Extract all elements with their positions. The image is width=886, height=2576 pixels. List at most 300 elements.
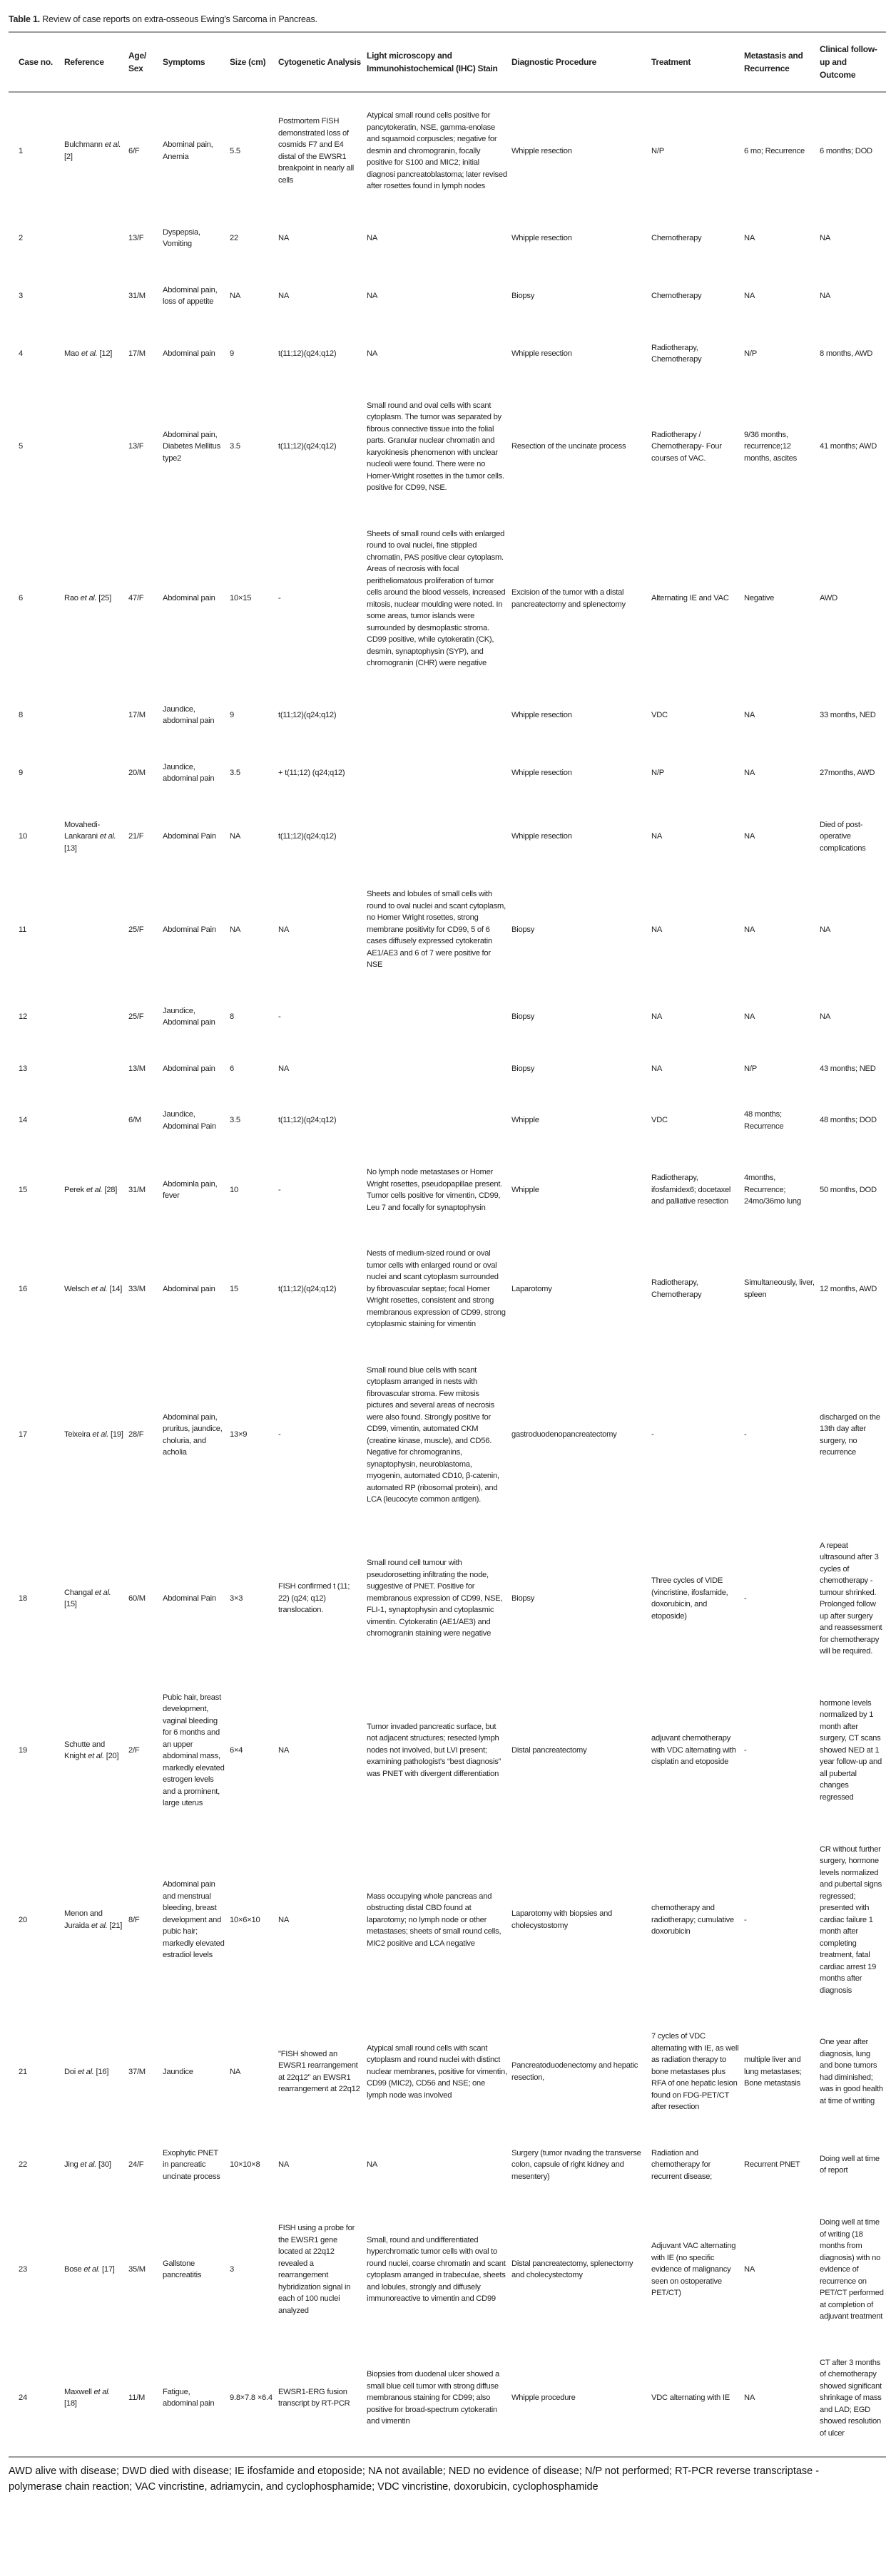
cell-age-sex: 28/F <box>128 1430 144 1440</box>
cell-size: NA <box>230 2067 241 2076</box>
cell-treatment: Radiotherapy / Chemotherapy- Four courses of VAC. <box>651 430 722 463</box>
cell-cytogenetic: FISH confirmed t (11; 22) (q24; q12) translocation. <box>278 1582 350 1615</box>
cell-symptoms: Jaundice, Abdominal pain <box>163 1006 215 1027</box>
table-row <box>9 325 886 383</box>
cell-size: 3 <box>230 2265 234 2274</box>
reference-citation: [13] <box>64 843 77 853</box>
cell-reference <box>62 1149 126 1231</box>
table-row <box>9 2013 886 2130</box>
reference-citation: [12] <box>97 349 113 358</box>
cell-ihc: NA <box>367 291 378 300</box>
cell-symptoms: Dyspepsia, Vomiting <box>163 227 200 248</box>
cell-age-sex: 35/M <box>128 2265 146 2274</box>
cell-diagnostic: Distal pancreatectomy, splenectomy and cholecystectomy <box>511 2259 633 2280</box>
cell-reference <box>62 1827 126 2014</box>
cell-cytogenetic: EWSR1-ERG fusion transcript by RT-PCR <box>278 2387 350 2408</box>
cell-age-sex: 13/F <box>128 233 144 242</box>
reference-etal: et al. <box>91 1284 108 1293</box>
cell-case-no: 21 <box>19 2067 27 2076</box>
cell-symptoms: Abdominal pain <box>163 594 215 603</box>
header-age-sex: Age/ Sex <box>128 51 147 73</box>
cell-ihc: NA <box>367 2160 378 2169</box>
cell-case-no: 20 <box>19 1915 27 1924</box>
cell-symptoms: Abdominal pain <box>163 1284 215 1293</box>
cell-outcome: NA <box>820 1012 831 1021</box>
reference-citation: [14] <box>107 1284 123 1293</box>
cell-reference <box>62 802 126 872</box>
cell-metastasis: 9/36 months, recurrence;12 months, ascites <box>744 430 797 463</box>
table-row <box>9 1675 886 1827</box>
cell-case-no: 6 <box>19 594 23 603</box>
cell-reference <box>62 210 126 267</box>
cell-cytogenetic: NA <box>278 291 290 300</box>
cell-reference <box>62 871 126 988</box>
cell-ihc: NA <box>367 233 378 242</box>
cell-symptoms: Gallstone pancreatitis <box>163 2259 202 2280</box>
cell-age-sex: 6/F <box>128 146 140 155</box>
cell-symptoms: Abdominal pain, loss of appetite <box>163 285 218 306</box>
cell-metastasis: multiple liver and lung metastases; Bone metastasis <box>744 2056 802 2088</box>
cell-size: NA <box>230 925 241 934</box>
cell-reference <box>62 2013 126 2130</box>
table-row <box>9 383 886 511</box>
cell-reference <box>62 325 126 383</box>
cell-metastasis: NA <box>744 2393 755 2402</box>
cell-outcome: 43 months; NED <box>820 1064 876 1073</box>
cell-ihc: Sheets of small round cells with enlarged round to oval nuclei, fine stippled chromatin, PAS positive clear cytoplasm. Areas of necrosis with focal peritheliomatous proliferation of tumor cells around the blood vessels, increased mitosis, nuclear moulding were noted. In some areas, tumor islands were surrounded by desmoplastic stroma. CD99 positive, while cytokeratin (CK), desmin, synaptophysin (SYP), and chromogranin (CHR) were negative <box>367 529 506 667</box>
cell-diagnostic: Whipple procedure <box>511 2393 576 2402</box>
reference-author: Teixeira <box>64 1430 93 1440</box>
cell-ihc: NA <box>367 349 378 358</box>
cell-case-no: 19 <box>19 1745 27 1755</box>
header-row <box>9 32 886 92</box>
cell-case-no: 16 <box>19 1284 27 1293</box>
cell-case-no: 14 <box>19 1116 27 1125</box>
cell-case-no: 18 <box>19 1594 27 1603</box>
cell-treatment: Radiotherapy, Chemotherapy <box>651 1278 702 1299</box>
cell-metastasis: - <box>744 1430 747 1440</box>
cell-reference <box>62 988 126 1046</box>
cell-size: 3.5 <box>230 768 240 777</box>
cell-diagnostic: Whipple resection <box>511 349 572 358</box>
cell-symptoms: Abdominal Pain <box>163 832 216 841</box>
reference-author: Jing <box>64 2160 81 2169</box>
reference-citation: [30] <box>96 2160 111 2169</box>
cell-treatment: adjuvant chemotherapy with VDC alternating with cisplatin and etoposide <box>651 1734 736 1767</box>
table-row <box>9 1046 886 1092</box>
cell-outcome: 8 months, AWD <box>820 349 873 358</box>
table-row <box>9 2200 886 2340</box>
reference-author: Maxwell <box>64 2387 94 2396</box>
header-ihc: Light microscopy and Immunohistochemical (IHC) Stain <box>367 51 498 73</box>
cell-metastasis: NA <box>744 1012 755 1021</box>
cell-age-sex: 13/M <box>128 1064 146 1073</box>
cell-diagnostic: Whipple <box>511 1116 539 1125</box>
cell-reference <box>62 1348 126 1523</box>
cell-outcome: AWD <box>820 594 837 603</box>
cell-case-no: 3 <box>19 291 23 300</box>
cell-metastasis: Recurrent PNET <box>744 2160 800 2169</box>
cell-outcome: Doing well at time of report <box>820 2154 880 2175</box>
table-row <box>9 92 886 210</box>
cell-ihc: Small round blue cells with scant cytoplasm arranged in nests with fibrovascular stroma. Few mitosis pictures and several areas of necrosis were also found. Strongly positive for CD99, vimentin, automated CKM (creatine kinase, muscle), and CD56. Negative for chromogranins, synaptophysin, neuroblastoma, myogenin, automated CD10, β-catenin, automated RP (ribosomal protein), and LCA (leucocyte common antigen). <box>367 1365 499 1504</box>
cell-metastasis: NA <box>744 2265 755 2274</box>
cell-symptoms: Jaundice, abdominal pain <box>163 704 215 725</box>
cell-diagnostic: Whipple resection <box>511 832 572 841</box>
cell-case-no: 24 <box>19 2393 27 2402</box>
cell-treatment: - <box>651 1430 654 1440</box>
cell-outcome: 33 months, NED <box>820 710 876 719</box>
cell-diagnostic: Laparotomy <box>511 1284 552 1293</box>
cell-case-no: 1 <box>19 146 23 155</box>
table-header <box>9 32 886 92</box>
cell-reference <box>62 1675 126 1827</box>
reference-citation: [18] <box>64 2399 77 2408</box>
header-case-no: Case no. <box>19 57 54 67</box>
cell-cytogenetic: NA <box>278 2160 290 2169</box>
cell-treatment: N/P <box>651 768 664 777</box>
cell-outcome: 50 months, DOD <box>820 1185 877 1194</box>
cell-age-sex: 47/F <box>128 594 144 603</box>
cell-cytogenetic: FISH using a probe for the EWSR1 gene located at 22q12 revealed a rearrangement hybridization signal in each of 100 nuclei analyzed <box>278 2224 355 2315</box>
cell-size: 10×15 <box>230 594 252 603</box>
cell-ihc: Atypical small round cells positive for pancytokeratin, NSE, gamma-enolase and squamoid corpuscles; negative for desmin and chromogranin, focally positive for S100 and MIC2; initial diagnosi pancreatoblastoma; later revised after rosettes found in lymph nodes <box>367 111 507 190</box>
table-row <box>9 1092 886 1149</box>
cell-reference <box>62 744 126 802</box>
cell-outcome: CR without further surgery, hormone levels normalized and pubertal signs regressed; presented with cardiac failure 1 month after completing treatment, fatal cardiac arrest 19 months after diagnosis <box>820 1844 882 1995</box>
cell-age-sex: 60/M <box>128 1594 146 1603</box>
cell-case-no: 15 <box>19 1185 27 1194</box>
cell-treatment: NA <box>651 1012 663 1021</box>
table-caption <box>9 14 847 24</box>
reference-author: Welsch <box>64 1284 91 1293</box>
cell-diagnostic: Biopsy <box>511 1012 535 1021</box>
header-diagnostic: Diagnostic Procedure <box>511 57 597 67</box>
cell-size: 15 <box>230 1284 238 1293</box>
cell-cytogenetic: + t(11;12) (q24;q12) <box>278 768 345 777</box>
cell-size: NA <box>230 291 241 300</box>
cell-ihc: Biopsies from duodenal ulcer showed a small blue cell tumor with strong diffuse membranous staining for CD99; also positive for broad-spectrum cytokeratin and vimentin <box>367 2370 500 2426</box>
cell-age-sex: 21/F <box>128 832 144 841</box>
cell-symptoms: Exophytic PNET in pancreatic uncinate process <box>163 2148 220 2181</box>
cell-symptoms: Abdominal pain, Diabetes Mellitus type2 <box>163 430 220 463</box>
cell-treatment: N/P <box>651 146 664 155</box>
case-reports-table <box>9 31 886 2458</box>
table-row <box>9 1348 886 1523</box>
cell-case-no: 12 <box>19 1012 27 1021</box>
cell-size: 9 <box>230 710 234 719</box>
reference-author: Movahedi-Lankarani <box>64 820 100 841</box>
cell-metastasis: NA <box>744 291 755 300</box>
reference-etal: et al. <box>92 1430 109 1440</box>
cell-age-sex: 20/M <box>128 768 146 777</box>
reference-citation: [28] <box>102 1185 118 1194</box>
cell-case-no: 2 <box>19 233 23 242</box>
cell-ihc <box>365 687 509 744</box>
table-row <box>9 988 886 1046</box>
table-row <box>9 687 886 744</box>
cell-symptoms: Fatigue, abdominal pain <box>163 2387 215 2408</box>
cell-reference <box>62 1523 126 1675</box>
cell-reference <box>62 1092 126 1149</box>
cell-cytogenetic: t(11;12)(q24;q12) <box>278 1284 337 1293</box>
cell-reference <box>62 267 126 325</box>
cell-size: 8 <box>230 1012 234 1021</box>
cell-treatment: chemotherapy and radiotherapy; cumulative doxorubicin <box>651 1904 734 1936</box>
cell-ihc: Tumor invaded pancreatic surface, but not adjacent structures; resected lymph nodes not involved, but LVI present; examining pathologist's “best diagnosis” was PNET with divergent differentiation <box>367 1722 501 1778</box>
cell-case-no: 11 <box>19 925 27 934</box>
cell-metastasis: NA <box>744 768 755 777</box>
cell-diagnostic: gastroduodenopancreatectomy <box>511 1430 617 1440</box>
cell-outcome: 6 months; DOD <box>820 146 872 155</box>
cell-treatment: VDC <box>651 1116 668 1125</box>
cell-size: 5.5 <box>230 146 240 155</box>
cell-outcome: NA <box>820 291 831 300</box>
reference-author: Bose <box>64 2265 84 2274</box>
reference-etal: et al. <box>86 1185 103 1194</box>
cell-outcome: A repeat ultrasound after 3 cycles of chemotherapy - tumour shrinked. Prolonged follow up after surgery and reassessment for chemotherapy will be required. <box>820 1541 882 1656</box>
cell-case-no: 4 <box>19 349 23 358</box>
header-size: Size (cm) <box>230 57 266 67</box>
cell-diagnostic: Laparotomy with biopsies and cholecystostomy <box>511 1909 613 1930</box>
cell-diagnostic: Whipple resection <box>511 233 572 242</box>
cell-diagnostic: Surgery (tumor nvading the transverse colon, capsule of right kidney and mesentery) <box>511 2148 641 2181</box>
table-footnote: AWD alive with disease; DWD died with disease; IE ifosfamide and etoposide; NA not available; NED no evidence of disease; N/P not performed; RT-PCR reverse transcriptase - polymerase chain reaction; VAC vincristine, adriamycin, and cyclophosphamide; VDC vincristine, doxorubicin, cyclophosphamide <box>9 2465 820 2493</box>
header-reference: Reference <box>64 57 104 67</box>
reference-etal: et al. <box>88 1752 104 1760</box>
cell-cytogenetic: t(11;12)(q24;q12) <box>278 1116 337 1125</box>
reference-author: Perek <box>64 1185 86 1194</box>
cell-ihc: Atypical small round cells with scant cytoplasm and round nuclei with distinct nuclear membranes, positive for vimentin, CD99 (MIC2), CD56 and NSE; one lymph node was involved <box>367 2043 507 2100</box>
cell-size: 3.5 <box>230 442 240 451</box>
cell-diagnostic: Distal pancreatectomy <box>511 1745 587 1755</box>
cell-size: 3.5 <box>230 1116 240 1125</box>
header-metastasis: Metastasis and Recurrence <box>744 51 803 73</box>
cell-outcome: Doing well at time of writing (18 months from diagnosis) with no evidence of recurrence on PET/CT performed at completion of adjuvant treatment <box>820 2218 884 2321</box>
cell-ihc: Nests of medium-sized round or oval tumor cells with enlarged round or oval nuclei and scant cytoplasm surrounded by fibrovascular septae; focal Homer Wright rosettes, consistent and strong membranous expression of CD99, strong cytoplasmic staining for vimentin <box>367 1249 506 1328</box>
cell-case-no: 10 <box>19 832 27 841</box>
cell-metastasis: Negative <box>744 594 775 603</box>
cell-outcome: 12 months, AWD <box>820 1284 877 1293</box>
cell-treatment: NA <box>651 925 663 934</box>
cell-age-sex: 24/F <box>128 2160 144 2169</box>
cell-ihc: Small round cell tumour with pseudorosetting infiltrating the node, suggestive of PNET. Positive for membranous expression of CD99, NSE, FLI-1, synaptophysin and cytoplasmic vimentin. Cytokeratin (AE1/AE3) and chromogranin staining were negative <box>367 1559 503 1638</box>
cell-size: 9.8×7.8 ×6.4 <box>230 2393 273 2402</box>
table-row <box>9 1149 886 1231</box>
cell-age-sex: 13/F <box>128 442 144 451</box>
table-row <box>9 1523 886 1675</box>
reference-citation: [19] <box>108 1430 123 1440</box>
table-title: Review of case reports on extra-osseous Ewing's Sarcoma in Pancreas. <box>40 14 317 24</box>
table-row <box>9 2340 886 2458</box>
reference-citation: [25] <box>96 594 111 603</box>
cell-treatment: 7 cycles of VDC alternating with IE, as well as radiation therapy to bone metastases plus RFA of one hepatic lesion found on FDG-PET/CT after resection <box>651 2032 739 2111</box>
reference-etal: et al. <box>93 2387 111 2396</box>
cell-treatment: VDC <box>651 710 668 719</box>
reference-citation: [20] <box>103 1752 119 1760</box>
cell-age-sex: 25/F <box>128 925 144 934</box>
table-row <box>9 2130 886 2200</box>
cell-cytogenetic: NA <box>278 1915 290 1924</box>
cell-age-sex: 31/M <box>128 291 146 300</box>
cell-treatment: Radiotherapy, Chemotherapy <box>651 343 702 364</box>
cell-metastasis: N/P <box>744 349 757 358</box>
cell-metastasis: - <box>744 1594 747 1603</box>
cell-metastasis: NA <box>744 925 755 934</box>
cell-size: 10 <box>230 1185 238 1194</box>
cell-age-sex: 33/M <box>128 1284 146 1293</box>
cell-treatment: Adjuvant VAC alternating with IE (no specific evidence of malignancy seen on ostoperative PET/CT) <box>651 2242 736 2297</box>
reference-etal: et al. <box>94 1588 111 1597</box>
cell-symptoms: Abdominal Pain <box>163 925 216 934</box>
cell-cytogenetic: NA <box>278 233 290 242</box>
cell-age-sex: 25/F <box>128 1012 144 1021</box>
header-outcome: Clinical follow-up and Outcome <box>820 44 877 80</box>
table-body <box>9 92 886 2457</box>
cell-treatment: Alternating IE and VAC <box>651 594 729 603</box>
table-row <box>9 744 886 802</box>
header-cytogenetic: Cytogenetic Analysis <box>278 57 361 67</box>
reference-etal: et al. <box>81 349 98 358</box>
cell-treatment: Radiation and chemotherapy for recurrent disease; <box>651 2148 713 2181</box>
cell-metastasis: - <box>744 1745 747 1755</box>
cell-ihc: Sheets and lobules of small cells with round to oval nuclei and scant cytoplasm, no Homer Wright rosettes, strong membrane positivity for CD99, 5 of 6 cases diffusely expressed cytokeratin AE1/AE3 and 6 of 7 were positive for NSE <box>367 890 506 969</box>
cell-metastasis: - <box>744 1915 747 1924</box>
cell-treatment: Chemotherapy <box>651 291 702 300</box>
reference-citation: [15] <box>64 1600 77 1608</box>
reference-author: Changal <box>64 1588 95 1597</box>
cell-symptoms: Abdominal pain and menstrual bleeding, breast development and pubic hair; markedly elevated estradiol levels <box>163 1880 225 1959</box>
cell-ihc <box>365 802 509 872</box>
cell-size: 9 <box>230 349 234 358</box>
reference-etal: et al. <box>77 2067 94 2076</box>
cell-metastasis: 4months, Recurrence; 24mo/36mo lung <box>744 1174 801 1206</box>
cell-case-no: 9 <box>19 768 23 777</box>
cell-age-sex: 2/F <box>128 1745 140 1755</box>
cell-treatment: NA <box>651 1064 663 1073</box>
cell-metastasis: 48 months; Recurrence <box>744 1110 784 1131</box>
cell-diagnostic: Resection of the uncinate process <box>511 442 626 451</box>
reference-etal: et al. <box>80 2160 97 2169</box>
cell-outcome: discharged on the 13th day after surgery, no recurrence <box>820 1412 880 1457</box>
cell-outcome: 41 months; AWD <box>820 442 877 451</box>
cell-diagnostic: Whipple resection <box>511 710 572 719</box>
cell-outcome: NA <box>820 233 831 242</box>
cell-cytogenetic: - <box>278 1012 281 1021</box>
cell-diagnostic: Whipple resection <box>511 146 572 155</box>
cell-symptoms: Jaundice, Abdominal Pain <box>163 1110 216 1131</box>
cell-diagnostic: Biopsy <box>511 291 535 300</box>
cell-treatment: Chemotherapy <box>651 233 702 242</box>
cell-cytogenetic: - <box>278 594 281 603</box>
table-row <box>9 511 886 687</box>
cell-metastasis: NA <box>744 710 755 719</box>
cell-symptoms: Abdominal Pain <box>163 1594 216 1603</box>
reference-author: Doi <box>64 2067 78 2076</box>
cell-ihc <box>365 1092 509 1149</box>
table-row <box>9 802 886 872</box>
cell-reference <box>62 687 126 744</box>
cell-age-sex: 17/M <box>128 710 146 719</box>
cell-treatment: NA <box>651 832 663 841</box>
cell-size: 13×9 <box>230 1430 248 1440</box>
cell-reference <box>62 2200 126 2340</box>
cell-cytogenetic: "FISH showed an EWSR1 rearrangement at 22q12" an EWSR1 rearrangement at 22q12 <box>278 2049 360 2094</box>
cell-ihc: Small, round and undifferentiated hyperchromatic tumor cells with oval to round nuclei, coarse chromatin and scant cytoplasm arranged in trabeculae, sheets and lobules, strongly and diffusely immunoreactive to vimentin and CD99 <box>367 2235 506 2304</box>
cell-ihc: Mass occupying whole pancreas and obstructing distal CBD found at laparotomy; no lymph node or other metastases; sheets of small round cells, MIC2 positive and LCA negative <box>367 1892 501 1948</box>
cell-symptoms: Abdominal pain, pruritus, jaundice, choluria, and acholia <box>163 1412 223 1457</box>
cell-metastasis: Simultaneously, liver, spleen <box>744 1278 815 1299</box>
cell-outcome: NA <box>820 925 831 934</box>
cell-case-no: 8 <box>19 710 23 719</box>
cell-age-sex: 11/M <box>128 2393 146 2402</box>
cell-reference <box>62 1046 126 1092</box>
cell-size: 22 <box>230 233 238 242</box>
cell-outcome: 27months, AWD <box>820 768 875 777</box>
cell-treatment: VDC alternating with IE <box>651 2393 730 2402</box>
cell-cytogenetic: - <box>278 1430 281 1440</box>
cell-metastasis: NA <box>744 233 755 242</box>
cell-ihc <box>365 744 509 802</box>
header-treatment: Treatment <box>651 57 691 67</box>
reference-etal: et al. <box>104 140 121 150</box>
table-row <box>9 1231 886 1348</box>
cell-symptoms: Jaundice <box>163 2067 193 2076</box>
cell-reference <box>62 383 126 511</box>
cell-ihc <box>365 988 509 1046</box>
cell-age-sex: 31/M <box>128 1185 146 1194</box>
cell-symptoms: Abdominla pain, fever <box>163 1179 218 1200</box>
table-label: Table 1. <box>9 14 41 24</box>
cell-reference <box>62 2130 126 2200</box>
cell-cytogenetic: NA <box>278 1064 290 1073</box>
cell-size: 10×10×8 <box>230 2160 260 2169</box>
reference-citation: [2] <box>64 152 73 161</box>
header-symptoms: Symptoms <box>163 57 205 67</box>
cell-size: NA <box>230 832 241 841</box>
cell-outcome: hormone levels normalized by 1 month after surgery, CT scans showed NED at 1 year follow-up and all pubertal changes regressed <box>820 1698 882 1802</box>
cell-symptoms: Jaundice, abdominal pain <box>163 762 215 783</box>
cell-case-no: 13 <box>19 1064 27 1073</box>
reference-etal: et al. <box>80 594 97 603</box>
cell-size: 6 <box>230 1064 234 1073</box>
reference-citation: [16] <box>93 2067 109 2076</box>
cell-symptoms: Abominal pain, Anemia <box>163 140 213 161</box>
cell-outcome: CT after 3 months of chemotherapy showed significant shrinkage of mass and LAD; EGD showed resolution of ulcer <box>820 2358 882 2438</box>
cell-age-sex: 6/M <box>128 1116 141 1125</box>
cell-reference <box>62 92 126 210</box>
cell-ihc: No lymph node metastases or Homer Wright rosettes, pseudopapillae present. Tumor cells positive for vimentin, CD99, Leu 7 and focally for synaptophysin <box>367 1168 503 1212</box>
cell-cytogenetic: Postmortem FISH demonstrated loss of cosmids F7 and E4 distal of the EWSR1 breakpoint in nearly all cells <box>278 117 354 185</box>
cell-outcome: One year after diagnosis, lung and bone tumors had diminished; was in good health at time of writing <box>820 2038 883 2105</box>
reference-author: Menon and Juraida <box>64 1909 103 1930</box>
reference-etal: et al. <box>83 2265 101 2274</box>
reference-citation: [17] <box>100 2265 115 2274</box>
cell-diagnostic: Biopsy <box>511 925 535 934</box>
cell-diagnostic: Biopsy <box>511 1064 535 1073</box>
reference-etal: et al. <box>91 1921 108 1930</box>
cell-ihc: Small round and oval cells with scant cytoplasm. The tumor was separated by fibrous connective tissue into the folial parts. Granular nuclear chromatin and karyokinesis phenomenon with unclear nucleoli were found. There were no Homer-Wright rosettes in the tumor cells. positive for CD99, NSE. <box>367 401 504 492</box>
cell-cytogenetic: NA <box>278 1745 290 1755</box>
table-row <box>9 267 886 325</box>
cell-diagnostic: Pancreatoduodenectomy and hepatic resection, <box>511 2061 638 2082</box>
cell-size: 3×3 <box>230 1594 243 1603</box>
cell-diagnostic: Excision of the tumor with a distal pancreatectomy and splenectomy <box>511 588 626 609</box>
cell-metastasis: NA <box>744 832 755 841</box>
cell-reference <box>62 2340 126 2458</box>
cell-symptoms: Abdominal pain <box>163 349 215 358</box>
cell-case-no: 23 <box>19 2265 27 2274</box>
